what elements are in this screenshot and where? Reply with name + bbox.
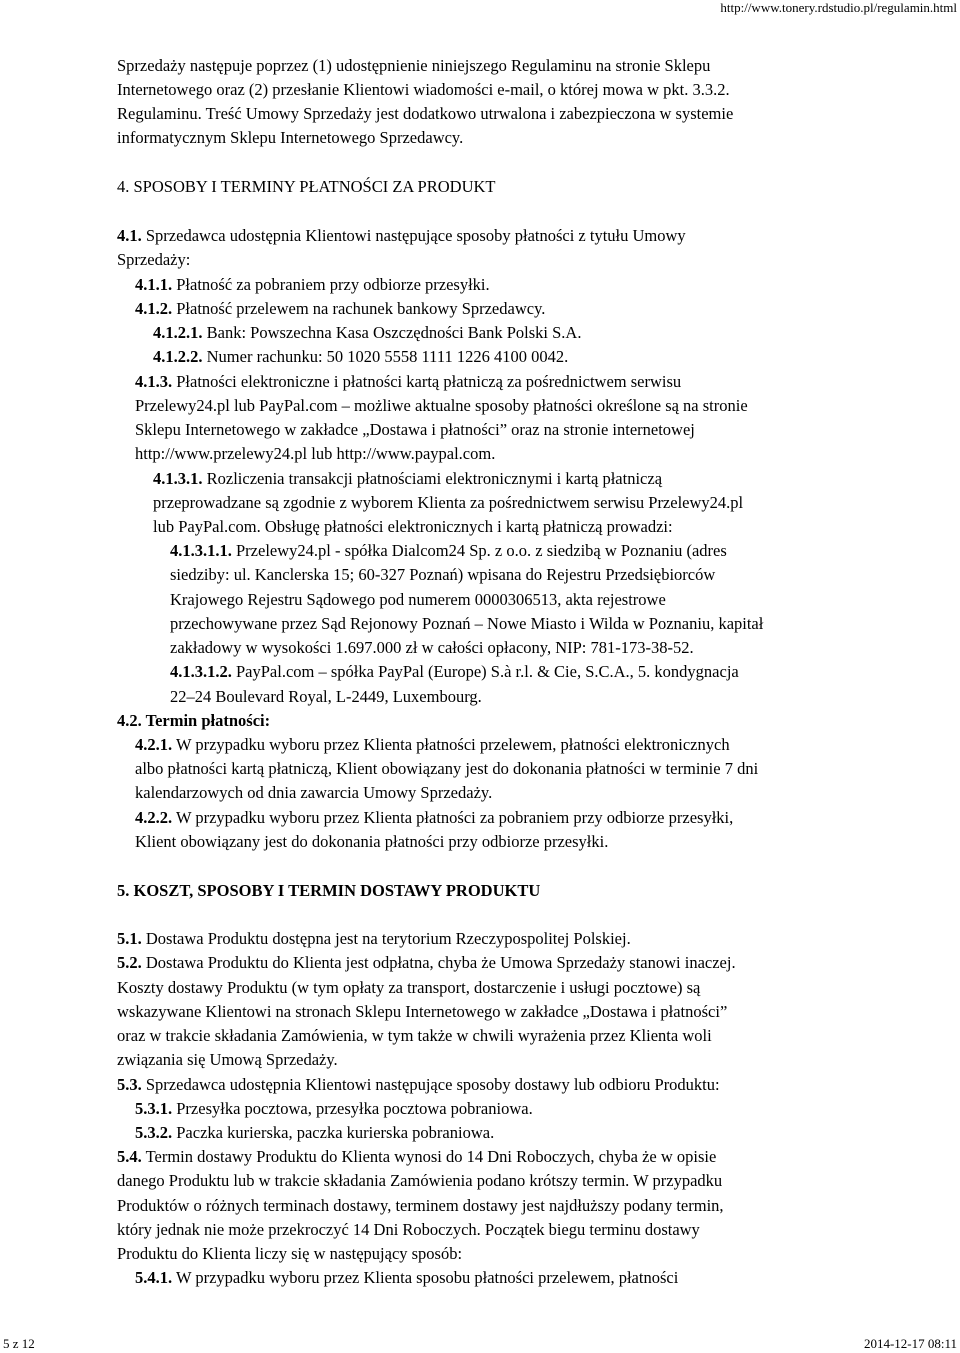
text-line xyxy=(135,783,492,803)
line-text: Paczka kurierska, paczka kurierska pobraniowa. xyxy=(172,1123,495,1142)
text-line xyxy=(135,372,681,392)
text-line xyxy=(153,517,673,537)
print-timestamp: 2014-12-17 08:11 xyxy=(863,1336,957,1351)
line-text: Płatność przelewem na rachunek bankowy Sprzedawcy. xyxy=(172,299,546,318)
page-number: 5 z 12 xyxy=(3,1336,35,1351)
section-number: 5.1. xyxy=(117,929,142,948)
section-number: 5.4.1. xyxy=(135,1268,173,1287)
line-text: albo płatności kartą płatniczą, Klient obowiązany jest do dokonania płatności w terminie 7 dni xyxy=(135,759,759,778)
line-text: Dostawa Produktu dostępna jest na terytorium Rzeczypospolitej Polskiej. xyxy=(141,929,631,948)
section-number: 5.3.2. xyxy=(135,1123,173,1142)
line-text: przeprowadzane są zgodnie z wyborem Klienta za pośrednictwem serwisu Przelewy24.pl xyxy=(153,493,744,512)
section-number: 4.1.2.2. xyxy=(153,347,203,366)
line-text: lub PayPal.com. Obsługę płatności elektronicznych i kartą płatniczą prowadzi: xyxy=(153,517,673,536)
text-line xyxy=(135,275,490,295)
text-line xyxy=(117,104,733,124)
line-text: danego Produktu lub w trakcie składania Zamówienia podano krótszy termin. W przypadku xyxy=(117,1171,723,1190)
text-line xyxy=(135,1123,494,1143)
line-text: informatycznym Sklepu Internetowego Sprzedawcy. xyxy=(117,128,464,147)
text-line xyxy=(117,881,540,901)
section-number: 5.3. xyxy=(117,1075,142,1094)
line-text: 22–24 Boulevard Royal, L-2449, Luxembourg. xyxy=(170,687,482,706)
text-line xyxy=(153,347,568,367)
section-number: 4.1.3.1.1. xyxy=(170,541,232,560)
line-text: W przypadku wyboru przez Klienta płatności za pobraniem przy odbiorze przesyłki, xyxy=(172,808,734,827)
line-text: Klient obowiązany jest do dokonania płatności przy odbiorze przesyłki. xyxy=(135,832,609,851)
text-line xyxy=(117,1196,724,1216)
line-text: Sprzedaży następuje poprzez (1) udostępnienie niniejszego Regulaminu na stronie Sklepu xyxy=(117,56,711,75)
text-line xyxy=(135,735,730,755)
line-text: W przypadku wyboru przez Klienta płatności przelewem, płatności elektronicznych xyxy=(172,735,730,754)
line-text: Sprzedawca udostępnia Klientowi następujące sposoby płatności z tytułu Umowy xyxy=(141,226,686,245)
line-text: Przesyłka pocztowa, przesyłka pocztowa pobraniowa. xyxy=(172,1099,533,1118)
line-text: Termin dostawy Produktu do Klienta wynosi do 14 Dni Roboczych, chyba że w opisie xyxy=(141,1147,717,1166)
line-text: Koszty dostawy Produktu (w tym opłaty za transport, dostarczenie i usługi pocztowe) są xyxy=(117,978,701,997)
section-number: 4.1.3.1. xyxy=(153,469,203,488)
line-text: Krajowego Rejestru Sądowego pod numerem 0000306513, akta rejestrowe xyxy=(170,590,666,609)
section-number: 4.2.1. xyxy=(135,735,173,754)
line-text: 4. SPOSOBY I TERMINY PŁATNOŚCI ZA PRODUKT xyxy=(117,177,496,196)
text-line xyxy=(117,1244,462,1264)
text-line xyxy=(117,80,730,100)
text-line xyxy=(117,1171,722,1191)
text-line xyxy=(135,1099,533,1119)
line-text: Przelewy24.pl - spółka Dialcom24 Sp. z o.o. z siedzibą w Poznaniu (adres xyxy=(231,541,727,560)
text-line xyxy=(117,1026,712,1046)
text-line xyxy=(117,1050,338,1070)
text-line xyxy=(117,1147,716,1167)
text-line xyxy=(117,1220,700,1240)
text-line xyxy=(170,541,727,561)
text-line xyxy=(135,299,545,319)
text-line xyxy=(135,832,608,852)
line-text: wskazywane Klientowi na stronach Sklepu Internetowego w zakładce „Dostawa i płatności” xyxy=(117,1002,728,1021)
line-text: Płatności elektroniczne i płatności kartą płatniczą za pośrednictwem serwisu xyxy=(172,372,682,391)
line-text: 5. KOSZT, SPOSOBY I TERMIN DOSTAWY PRODUKTU xyxy=(117,881,541,900)
line-text: Produktów o różnych terminach dostawy, terminem dostawy jest najdłuższy podany termin, xyxy=(117,1196,724,1215)
text-line xyxy=(170,638,694,658)
text-line xyxy=(170,614,763,634)
text-line xyxy=(170,565,715,585)
section-number: 4.2. xyxy=(117,711,142,730)
section-number: 4.1.2.1. xyxy=(153,323,203,342)
line-text: Rozliczenia transakcji płatnościami elektronicznymi i kartą płatniczą xyxy=(202,469,663,488)
text-line xyxy=(117,128,463,148)
text-line xyxy=(135,444,495,464)
text-line xyxy=(117,978,700,998)
text-line xyxy=(153,493,743,513)
line-text: który jednak nie może przekroczyć 14 Dni Roboczych. Początek biegu terminu dostawy xyxy=(117,1220,700,1239)
line-text: Płatność za pobraniem przy odbiorze przesyłki. xyxy=(172,275,490,294)
text-line xyxy=(117,226,686,246)
section-number: 4.1.3. xyxy=(135,372,173,391)
section-number: 4.1.1. xyxy=(135,275,173,294)
line-text: Przelewy24.pl lub PayPal.com – możliwe aktualne sposoby płatności określone są na stronie xyxy=(135,396,748,415)
line-text: Internetowego oraz (2) przesłanie Klientowi wiadomości e-mail, o której mowa w pkt. 3.3.2. xyxy=(117,80,730,99)
text-line xyxy=(117,929,631,949)
section-number: 5.4. xyxy=(117,1147,142,1166)
line-text: Regulaminu. Treść Umowy Sprzedaży jest dodatkowo utrwalona i zabezpieczona w systemie xyxy=(117,104,734,123)
line-text: Sklepu Internetowego w zakładce „Dostawa i płatności” oraz na stronie internetowej xyxy=(135,420,695,439)
line-text: Produktu do Klienta liczy się w następujący sposób: xyxy=(117,1244,463,1263)
text-line xyxy=(153,323,581,343)
text-line xyxy=(117,177,495,197)
text-line xyxy=(117,250,190,270)
line-text: zakładowy w wysokości 1.697.000 zł w całości opłacony, NIP: 781-173-38-52. xyxy=(170,638,694,657)
line-text: oraz w trakcie składania Zamówienia, w tym także w chwili wyrażenia przez Klienta woli xyxy=(117,1026,712,1045)
line-text: Bank: Powszechna Kasa Oszczędności Bank Polski S.A. xyxy=(202,323,582,342)
line-text: związania się Umową Sprzedaży. xyxy=(117,1050,338,1069)
line-text: siedziby: ul. Kanclerska 15; 60-327 Poznań) wpisana do Rejestru Przedsiębiorców xyxy=(170,565,716,584)
line-text: PayPal.com – spółka PayPal (Europe) S.à r.l. & Cie, S.C.A., 5. kondygnacja xyxy=(231,662,739,681)
line-text: W przypadku wyboru przez Klienta sposobu płatności przelewem, płatności xyxy=(172,1268,679,1287)
text-line xyxy=(170,662,739,682)
text-line xyxy=(170,687,482,707)
text-line xyxy=(153,469,662,489)
text-line xyxy=(135,759,758,779)
line-text: przechowywane przez Sąd Rejonowy Poznań – Nowe Miasto i Wilda w Poznaniu, kapitał xyxy=(170,614,764,633)
section-number: 4.1.3.1.2. xyxy=(170,662,232,681)
line-text: Sprzedaży: xyxy=(117,250,191,269)
line-text: kalendarzowych od dnia zawarcia Umowy Sprzedaży. xyxy=(135,783,493,802)
text-line xyxy=(135,1268,678,1288)
text-line xyxy=(117,1002,727,1022)
line-text: Dostawa Produktu do Klienta jest odpłatna, chyba że Umowa Sprzedaży stanowi inaczej. xyxy=(141,953,736,972)
section-number: 5.3.1. xyxy=(135,1099,173,1118)
text-line xyxy=(135,420,695,440)
line-text: Sprzedawca udostępnia Klientowi następujące sposoby dostawy lub odbioru Produktu: xyxy=(141,1075,720,1094)
line-text: http://www.przelewy24.pl lub http://www.paypal.com. xyxy=(135,444,496,463)
text-line xyxy=(117,711,270,731)
section-number: 5.2. xyxy=(117,953,142,972)
line-text: Numer rachunku: 50 1020 5558 1111 1226 4100 0042. xyxy=(202,347,569,366)
text-line xyxy=(135,396,748,416)
section-number: 4.1.2. xyxy=(135,299,173,318)
text-line xyxy=(117,1075,720,1095)
text-line xyxy=(135,808,733,828)
line-text: Termin płatności: xyxy=(141,711,271,730)
section-number: 4.2.2. xyxy=(135,808,173,827)
text-line xyxy=(117,56,710,76)
text-line xyxy=(117,953,736,973)
section-number: 4.1. xyxy=(117,226,142,245)
page-url: http://www.tonery.rdstudio.pl/regulamin.html xyxy=(720,0,957,15)
text-line xyxy=(170,590,666,610)
